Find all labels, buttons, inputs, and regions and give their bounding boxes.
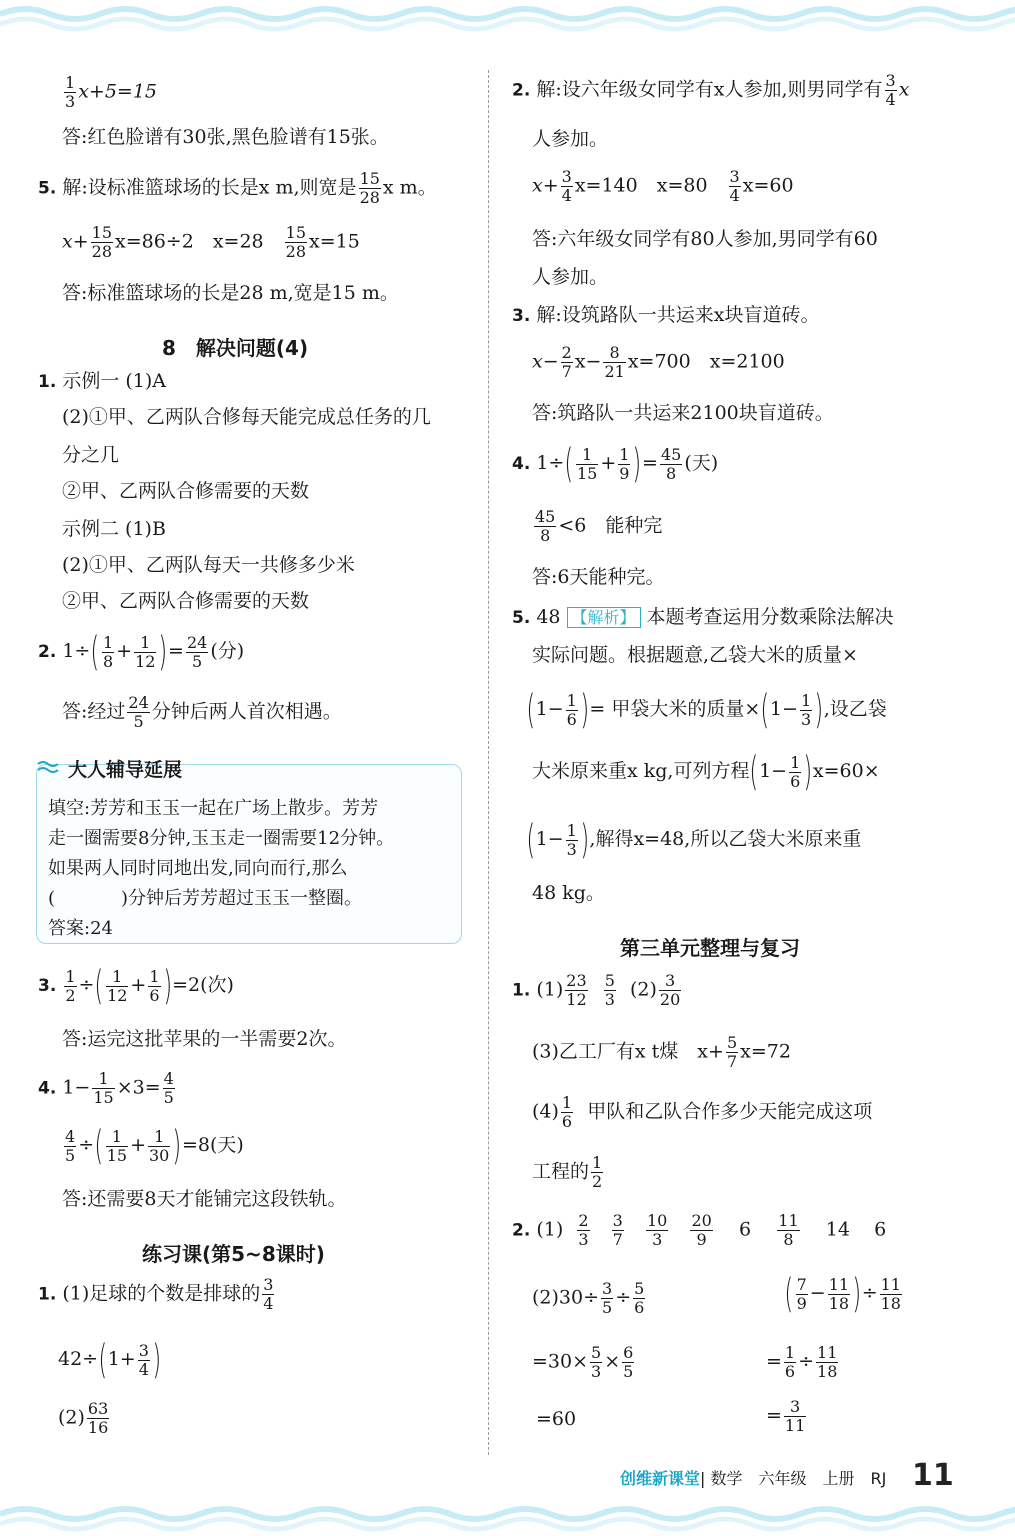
answer-line: 答:六年级女同学有80人参加,男同学有60 <box>532 228 878 250</box>
equation-line: = $\frac{3}{11}$ <box>766 1397 806 1435</box>
top-wave-decoration <box>0 0 1015 34</box>
equation-line: x+ $\frac{3}{4}$ x=140 x=80 $\frac{3}{4}$ x=60 <box>532 167 794 205</box>
page-number: 11 <box>912 1458 954 1493</box>
book-info: | 数学 六年级 上册 RJ <box>700 1469 887 1488</box>
equation-line: =60 <box>536 1408 577 1430</box>
equation-line: (1− $\frac{1}{3}$ ),解得x=48,所以乙袋大米原来重 <box>526 817 862 863</box>
text-line: (2)①甲、乙两队每天一共修多少米 <box>62 554 355 576</box>
equation-line: (2)30÷ $\frac{3}{5}$ ÷ $\frac{5}{6}$ <box>532 1279 645 1317</box>
equation-line: 大米原来重x kg,可列方程(1− $\frac{1}{6}$ )x=60× <box>532 749 880 795</box>
question-3-right: 3. 解:设筑路队一共运来x块盲道砖。 <box>512 304 820 326</box>
equation-line: x+ $\frac{15}{28}$ x=86÷2 x=28 $\frac{15}{28}$ x=15 <box>62 223 360 261</box>
review-question-1: 1. (1) $\frac{23}{12}$ $\frac{5}{3}$ (2) $\frac{3}{20}$ <box>512 971 681 1009</box>
answer-line: 答:筑路队一共运来2100块盲道砖。 <box>532 402 834 424</box>
tip-line: 填空:芳芳和玉玉一起在广场上散步。芳芳 <box>48 798 379 819</box>
equation-line: (2) $\frac{63}{16}$ <box>58 1399 109 1437</box>
equation-line: =30× $\frac{5}{3}$ × $\frac{6}{5}$ <box>532 1343 634 1381</box>
answer-line: 答:标准篮球场的长是28 m,宽是15 m。 <box>62 282 399 304</box>
text-line: 实际问题。根据题意,乙袋大米的质量× <box>532 644 858 666</box>
text-line: 示例二 (1)B <box>62 518 166 540</box>
question-3: 3. $\frac{1}{2}$ ÷( $\frac{1}{12}$ + $\frac{1}{6}$ )=2(次) <box>38 963 234 1009</box>
section-title: 8 解决问题(4) <box>162 336 309 360</box>
analysis-tag: 【解析】 <box>567 607 641 628</box>
equation-line: $\frac{45}{8}$ <6 能种完 <box>535 507 663 545</box>
text-line: (4) $\frac{1}{6}$ 甲队和乙队合作多少天能完成这项 <box>532 1093 873 1131</box>
tip-answer: 答案:24 <box>48 918 113 939</box>
equation-line: x− $\frac{2}{7}$ x− $\frac{8}{21}$ x=700 x=2100 <box>532 343 785 381</box>
page-footer <box>620 1466 886 1489</box>
answer-line: 人参加。 <box>532 266 609 288</box>
text-line: ②甲、乙两队合修需要的天数 <box>62 590 310 612</box>
tip-line: 走一圈需要8分钟,玉玉走一圈需要12分钟。 <box>48 828 395 849</box>
text-line: 人参加。 <box>532 128 609 150</box>
text-line: (2)①甲、乙两队合修每天能完成总任务的几 <box>62 406 431 428</box>
equation-line: (1− $\frac{1}{6}$ )= 甲袋大米的质量×(1− $\frac{1}{3}$ ),设乙袋 <box>526 687 887 733</box>
tip-line: 如果两人同时同地出发,同向而行,那么 <box>48 858 348 879</box>
brand-name: 创维新课堂 <box>620 1469 701 1488</box>
text-line: 分之几 <box>62 444 120 466</box>
equation-line: ( $\frac{7}{9}$ − $\frac{11}{18}$ )÷ $\frac{11}{18}$ <box>784 1271 901 1317</box>
section-title: 第三单元整理与复习 <box>620 936 800 960</box>
equation-line: (3)乙工厂有x t煤 x+ $\frac{5}{7}$ x=72 <box>532 1033 791 1071</box>
text-line: ②甲、乙两队合修需要的天数 <box>62 480 310 502</box>
equation-line: $\frac{1}{3}$ x+5=15 <box>65 73 158 111</box>
practice-question-1: 1. (1)足球的个数是排球的 $\frac{3}{4}$ <box>38 1275 274 1313</box>
text-line: 工程的 $\frac{1}{2}$ <box>532 1153 603 1191</box>
text-line: 48 kg。 <box>532 882 605 904</box>
fraction: $\frac{1}{3}$ <box>65 73 76 111</box>
equation-line: 42÷(1+ $\frac{3}{4}$ ) <box>58 1337 162 1383</box>
question-1: 1. 示例一 (1)A <box>38 370 167 392</box>
tip-title: 大人辅导延展 <box>68 759 183 781</box>
review-question-2: 2. (1) $\frac{2}{3}$ $\frac{3}{7}$ $\frac{10}{3}$ $\frac{20}{9}$ 6 $\frac{11}{8}$ 14 6 <box>512 1211 887 1249</box>
question-5-right: 5. 48 【解析】 本题考查运用分数乘除法解决 <box>512 606 894 628</box>
equation-line: $\frac{4}{5}$ ÷( $\frac{1}{15}$ + $\frac{1}{30}$ )=8(天) <box>65 1123 244 1169</box>
answer-line: 答:还需要8天才能铺完这段铁轨。 <box>62 1188 347 1210</box>
wave-icon <box>36 756 62 776</box>
equation-line: = $\frac{1}{6}$ ÷ $\frac{11}{18}$ <box>766 1343 838 1381</box>
answer-line: 答:红色脸谱有30张,黑色脸谱有15张。 <box>62 126 389 148</box>
answer-line: 答:6天能种完。 <box>532 566 665 588</box>
question-4: 4. 1− $\frac{1}{15}$ ×3= $\frac{4}{5}$ <box>38 1069 174 1107</box>
question-2: 2. 1÷( $\frac{1}{8}$ + $\frac{1}{12}$ )= $\frac{24}{5}$ (分) <box>38 629 245 675</box>
bottom-wave-decoration <box>0 1502 1015 1536</box>
question-5: 5. 解:设标准篮球场的长是x m,则宽是 $\frac{15}{28}$ x m。 <box>38 169 437 207</box>
answer-line: 答:经过 $\frac{24}{5}$ 分钟后两人首次相遇。 <box>62 693 342 731</box>
answer-line: 答:运完这批苹果的一半需要2次。 <box>62 1028 347 1050</box>
column-divider <box>488 70 489 1455</box>
question-2-right: 2. 解:设六年级女同学有x人参加,则男同学有 $\frac{3}{4}$ x <box>512 71 910 109</box>
tip-line: ( )分钟后芳芳超过玉玉一整圈。 <box>48 888 363 909</box>
section-title: 练习课(第5~8课时) <box>142 1242 325 1266</box>
question-4-right: 4. 1÷( $\frac{1}{15}$ + $\frac{1}{9}$ )= $\frac{45}{8}$ (天) <box>512 441 719 487</box>
